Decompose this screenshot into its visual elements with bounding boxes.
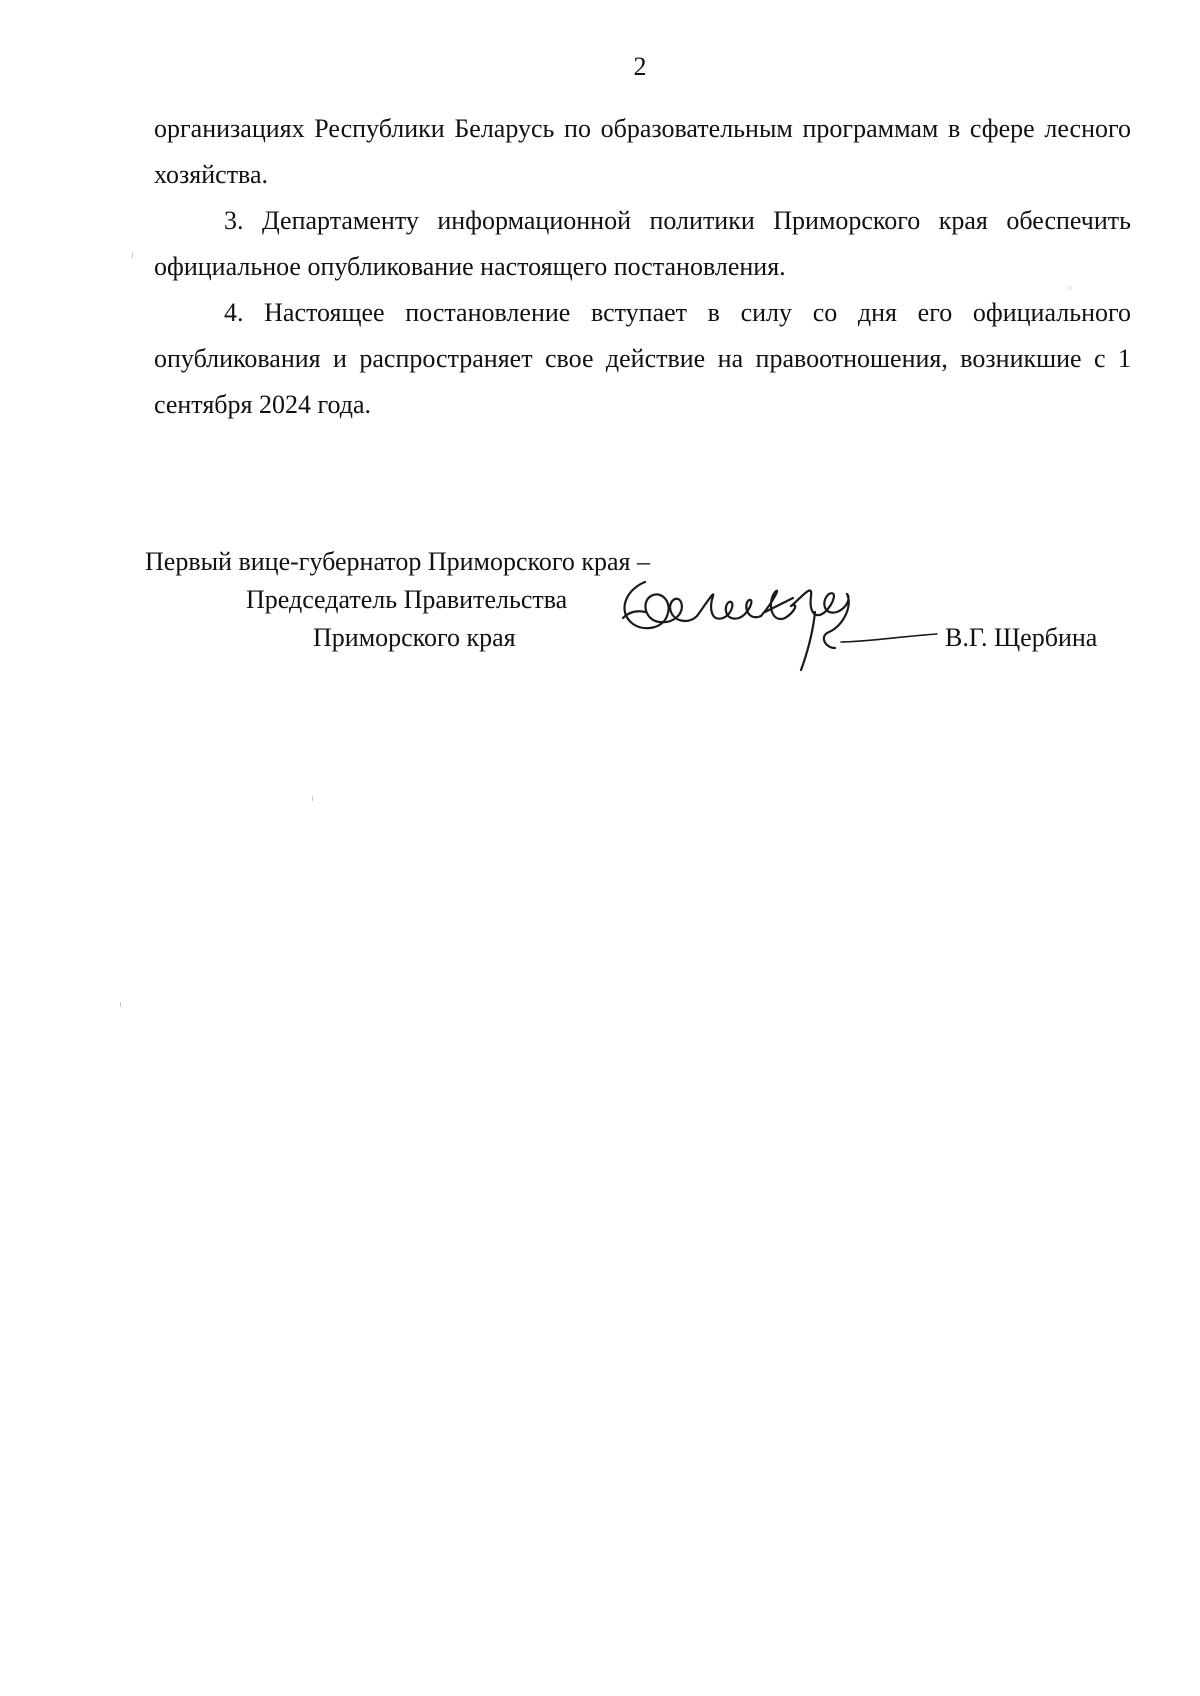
signatory-title-line-3: Приморского края (313, 623, 516, 652)
scan-speck (120, 1002, 121, 1007)
scan-speck (312, 796, 313, 801)
paragraph-4: 4. Настоящее постановление вступает в силу со дня его официального опубликования и распространяет свое действие на правоотношения, возникшие с 1 сентября 2024 года. (154, 298, 1131, 419)
signatory-title-line-1: Первый вице-губернатор Приморского края – (145, 547, 650, 576)
handwritten-signature-icon (615, 572, 955, 682)
page-number: 2 (633, 52, 647, 81)
scan-speck (132, 252, 133, 258)
paragraph-3: 3. Департаменту информационной политики Приморского края обеспечить официальное опубликование настоящего постановления. (154, 206, 1131, 281)
document-body (154, 106, 1131, 428)
signature-block (0, 544, 1200, 684)
signatory-name: В.Г. Щербина (945, 623, 1098, 652)
signatory-title-line-2: Председатель Правительства (246, 585, 568, 614)
paragraph-continuation: организациях Республики Беларусь по образовательным программам в сфере лесного хозяйства. (154, 114, 1131, 189)
scan-speck (1070, 286, 1071, 290)
